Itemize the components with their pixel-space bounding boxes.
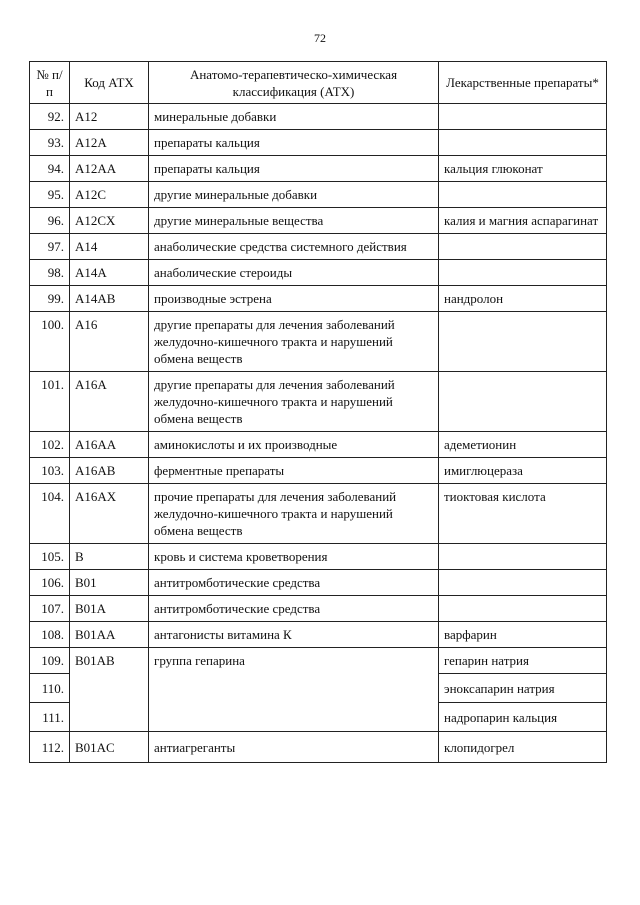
row-code: A14A (70, 260, 149, 286)
table-row (30, 544, 607, 570)
row-desc: препараты кальция (149, 156, 439, 182)
row-num: 98. (30, 260, 70, 286)
row-num: 97. (30, 234, 70, 260)
row-desc: другие препараты для лечения заболеваний желудочно-кишечного тракта и нарушений обмена веществ (149, 372, 439, 432)
row-drug (439, 104, 607, 130)
row-num: 102. (30, 432, 70, 458)
row-num: 105. (30, 544, 70, 570)
row-num: 100. (30, 312, 70, 372)
row-num: 99. (30, 286, 70, 312)
header-code: Код АТХ (70, 62, 149, 104)
row-code: A14 (70, 234, 149, 260)
row-drug: адеметионин (439, 432, 607, 458)
row-drug: имиглюцераза (439, 458, 607, 484)
row-desc: антагонисты витамина К (149, 622, 439, 648)
row-drug: клопидогрел (439, 732, 607, 763)
row-num: 111. (30, 703, 70, 732)
row-num: 104. (30, 484, 70, 544)
row-code: B01 (70, 570, 149, 596)
row-num: 110. (30, 674, 70, 703)
table-row (30, 372, 607, 432)
row-code: B01AA (70, 622, 149, 648)
row-num: 96. (30, 208, 70, 234)
row-code: A12A (70, 130, 149, 156)
row-drug: гепарин натрия (439, 648, 607, 674)
page-number: 72 (314, 31, 326, 45)
table-row (30, 286, 607, 312)
row-code: B01AC (70, 732, 149, 763)
row-code: A12CX (70, 208, 149, 234)
table-row (30, 182, 607, 208)
row-code: A12C (70, 182, 149, 208)
table-row (30, 596, 607, 622)
table-row (30, 208, 607, 234)
table-header-row (30, 62, 607, 104)
row-num: 108. (30, 622, 70, 648)
row-desc: анаболические средства системного действия (149, 234, 439, 260)
row-code: A16A (70, 372, 149, 432)
row-code: A12 (70, 104, 149, 130)
header-drugs: Лекарственные препараты* (439, 62, 607, 104)
table-row (30, 458, 607, 484)
row-code: A16AX (70, 484, 149, 544)
table-row (30, 312, 607, 372)
table-row (30, 260, 607, 286)
row-code: B01AB (70, 648, 149, 732)
row-drug (439, 596, 607, 622)
row-desc: минеральные добавки (149, 104, 439, 130)
row-code: A14AB (70, 286, 149, 312)
row-desc: анаболические стероиды (149, 260, 439, 286)
table-row (30, 156, 607, 182)
row-num: 94. (30, 156, 70, 182)
row-code: B (70, 544, 149, 570)
table-row (30, 622, 607, 648)
table-row (30, 432, 607, 458)
row-desc: производные эстрена (149, 286, 439, 312)
row-desc: группа гепарина (149, 648, 439, 732)
row-desc: препараты кальция (149, 130, 439, 156)
row-num: 109. (30, 648, 70, 674)
row-num: 106. (30, 570, 70, 596)
row-num: 92. (30, 104, 70, 130)
row-drug: нандролон (439, 286, 607, 312)
row-num: 101. (30, 372, 70, 432)
row-drug: калия и магния аспарагинат (439, 208, 607, 234)
row-code: B01A (70, 596, 149, 622)
row-code: A16AA (70, 432, 149, 458)
row-drug (439, 130, 607, 156)
table-row (30, 648, 607, 674)
table-row (30, 570, 607, 596)
row-code: A12AA (70, 156, 149, 182)
row-drug (439, 544, 607, 570)
row-num: 103. (30, 458, 70, 484)
row-desc: другие минеральные добавки (149, 182, 439, 208)
row-drug (439, 570, 607, 596)
row-drug (439, 312, 607, 372)
table-row (30, 484, 607, 544)
row-num: 107. (30, 596, 70, 622)
row-drug (439, 234, 607, 260)
row-drug: кальция глюконат (439, 156, 607, 182)
table-row (30, 732, 607, 763)
row-code: A16 (70, 312, 149, 372)
table-row (30, 104, 607, 130)
row-drug (439, 260, 607, 286)
table-row (30, 130, 607, 156)
header-num: № п/п (30, 62, 70, 104)
atc-table (29, 61, 607, 763)
row-drug: эноксапарин натрия (439, 674, 607, 703)
row-desc: ферментные препараты (149, 458, 439, 484)
row-drug: надропарин кальция (439, 703, 607, 732)
row-desc: кровь и система кроветворения (149, 544, 439, 570)
row-num: 93. (30, 130, 70, 156)
row-num: 95. (30, 182, 70, 208)
row-desc: другие минеральные вещества (149, 208, 439, 234)
row-code: A16AB (70, 458, 149, 484)
row-desc: другие препараты для лечения заболеваний желудочно-кишечного тракта и нарушений обмена веществ (149, 312, 439, 372)
table-row (30, 234, 607, 260)
row-drug (439, 182, 607, 208)
row-drug: тиоктовая кислота (439, 484, 607, 544)
row-drug: варфарин (439, 622, 607, 648)
row-desc: антитромботические средства (149, 570, 439, 596)
row-desc: аминокислоты и их производные (149, 432, 439, 458)
row-desc: прочие препараты для лечения заболеваний желудочно-кишечного тракта и нарушений обмена веществ (149, 484, 439, 544)
row-desc: антиагреганты (149, 732, 439, 763)
row-desc: антитромботические средства (149, 596, 439, 622)
header-classification: Анатомо-терапевтическо-химическая классификация (АТХ) (149, 62, 439, 104)
row-drug (439, 372, 607, 432)
row-num: 112. (30, 732, 70, 763)
